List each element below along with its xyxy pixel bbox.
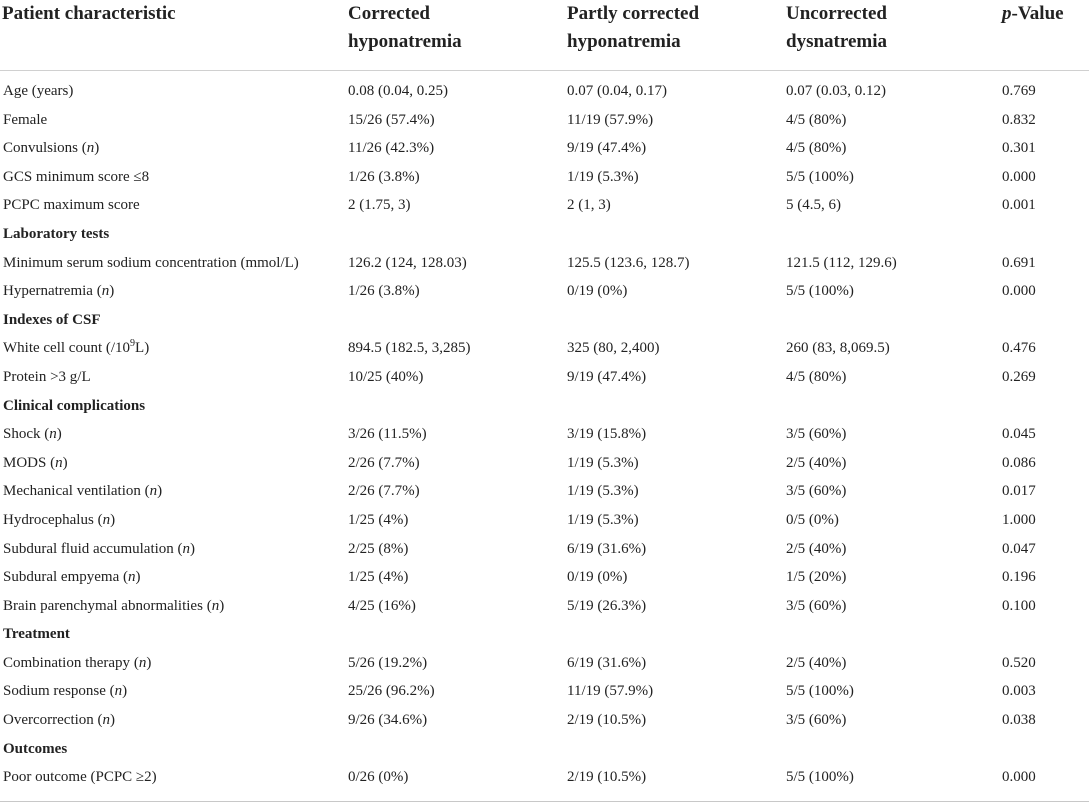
- row-label: [0, 191, 345, 220]
- p-value-cell: 0.100: [1002, 597, 1036, 614]
- value-cell-c1: 1/26 (3.8%): [348, 168, 420, 185]
- p-value-cell: 0.086: [1002, 454, 1036, 471]
- header-col2-line1: Partly corrected: [567, 3, 700, 24]
- p-value-cell: 0.520: [1002, 654, 1036, 671]
- p-value-cell: 0.045: [1002, 426, 1036, 443]
- row-label-pre: White cell count (/10: [3, 340, 131, 357]
- row-label: Hydrocephalus (n): [3, 511, 116, 528]
- table-row: [0, 649, 1089, 678]
- value-cell-c1: 15/26 (57.4%): [348, 111, 435, 128]
- value-cell-c1: 5/26 (19.2%): [348, 654, 428, 671]
- value-cell-c2: 1/19 (5.3%): [567, 483, 639, 500]
- row-label-text: Subdural empyema: [3, 569, 120, 586]
- value-cell-c3: 5/5 (100%): [786, 769, 854, 786]
- row-label: Sodium response (n): [3, 683, 128, 700]
- n-symbol: n: [211, 597, 220, 614]
- p-value-cell: 0.196: [1002, 569, 1036, 586]
- row-label: [0, 163, 345, 192]
- value-cell-c2: 1/19 (5.3%): [567, 454, 639, 471]
- table-row: [0, 249, 1089, 278]
- table-row: [0, 677, 1089, 706]
- row-label-sup: 9: [130, 338, 136, 350]
- p-value-cell: 0.000: [1002, 168, 1036, 185]
- row-label: [0, 363, 345, 392]
- row-label: Shock (n): [3, 426, 62, 443]
- value-cell-c1: 11/26 (42.3%): [348, 140, 435, 157]
- section-row: [0, 392, 1089, 421]
- section-row: [0, 220, 1089, 249]
- row-label-text: PCPC maximum score: [3, 197, 140, 214]
- p-value-cell: 0.001: [1002, 197, 1036, 214]
- table-row: [0, 477, 1089, 506]
- value-cell-c2: 2/19 (10.5%): [567, 712, 647, 729]
- value-cell-c2: 3/19 (15.8%): [567, 426, 647, 443]
- value-cell-c2: 0/19 (0%): [567, 569, 628, 586]
- row-label: [0, 334, 345, 363]
- value-cell-c1: 0.08 (0.04, 0.25): [348, 83, 448, 99]
- table-row: [0, 449, 1089, 478]
- table-row: [0, 77, 1089, 106]
- row-label-text: Minimum serum sodium concentration (mmol/L): [3, 254, 299, 271]
- p-value-cell: 0.691: [1002, 254, 1036, 271]
- value-cell-c3: 1/5 (20%): [786, 569, 847, 586]
- value-cell-c1: 9/26 (34.6%): [348, 712, 428, 729]
- header-patient-characteristic: [0, 0, 345, 71]
- value-cell-c3: 2/5 (40%): [786, 454, 847, 471]
- section-label: Treatment: [3, 626, 70, 643]
- value-cell-c3: 4/5 (80%): [786, 111, 847, 128]
- row-label-text: Age (years): [3, 83, 74, 99]
- value-cell-c3: 121.5 (112, 129.6): [786, 254, 897, 271]
- bottom-rule: [0, 801, 1089, 802]
- section-row: [0, 306, 1089, 335]
- p-value-cell: 0.047: [1002, 540, 1036, 557]
- row-label: [0, 763, 345, 792]
- header-col2-line2: hyponatremia: [567, 31, 681, 52]
- header-p-italic: p: [1002, 3, 1012, 24]
- table-row: [0, 535, 1089, 564]
- header-col1-line1: Corrected: [348, 3, 430, 24]
- value-cell-c1: 10/25 (40%): [348, 368, 424, 385]
- row-label: Mechanical ventilation (n): [3, 483, 163, 500]
- value-cell-c2: 6/19 (31.6%): [567, 654, 647, 671]
- table-row: [0, 563, 1089, 592]
- p-value-cell: 0.769: [1002, 83, 1036, 99]
- row-label-text: GCS minimum score ≤8: [3, 168, 150, 185]
- table-row: [0, 334, 1089, 363]
- header-col1-line2: hyponatremia: [348, 31, 462, 52]
- value-cell-c2: 1/19 (5.3%): [567, 511, 639, 528]
- value-cell-c2: 11/19 (57.9%): [567, 683, 654, 700]
- p-value-cell: 0.017: [1002, 483, 1036, 500]
- row-label-text: Female: [3, 111, 48, 128]
- value-cell-c1: 1/26 (3.8%): [348, 283, 420, 300]
- n-symbol: n: [102, 511, 111, 528]
- value-cell-c1: 2/26 (7.7%): [348, 454, 420, 471]
- row-label-text: Mechanical ventilation: [3, 483, 141, 500]
- value-cell-c1: 2/25 (8%): [348, 540, 409, 557]
- row-label-text: Overcorrection: [3, 712, 94, 729]
- value-cell-c3: 5/5 (100%): [786, 283, 854, 300]
- value-cell-c3: 0.07 (0.03, 0.12): [786, 83, 886, 99]
- value-cell-c3: 3/5 (60%): [786, 712, 847, 729]
- value-cell-c3: 2/5 (40%): [786, 654, 847, 671]
- table-header: [0, 0, 1089, 71]
- row-label: Hypernatremia (n): [3, 283, 115, 300]
- row-label: Brain parenchymal abnormalities (n): [3, 597, 225, 614]
- header-p-suffix: -Value: [1011, 3, 1064, 24]
- value-cell-c3: 3/5 (60%): [786, 597, 847, 614]
- value-cell-c3: 3/5 (60%): [786, 426, 847, 443]
- n-symbol: n: [86, 140, 95, 157]
- n-symbol: n: [127, 569, 136, 586]
- row-label: Convulsions (n): [3, 140, 100, 157]
- value-cell-c1: 126.2 (124, 128.03): [348, 254, 467, 271]
- header-col3-line2: dysnatremia: [786, 31, 887, 52]
- n-symbol: n: [114, 683, 123, 700]
- value-cell-c3: 260 (83, 8,069.5): [786, 340, 890, 357]
- n-symbol: n: [101, 283, 110, 300]
- row-label-text: Shock: [3, 426, 41, 443]
- row-label-post: L): [135, 340, 150, 357]
- row-label-text: Poor outcome (PCPC ≥2): [3, 769, 157, 786]
- n-symbol: n: [49, 426, 57, 443]
- value-cell-c1: 1/25 (4%): [348, 569, 409, 586]
- table-row: [0, 191, 1089, 220]
- row-label-text: Convulsions: [3, 140, 79, 157]
- table-row: [0, 420, 1089, 449]
- value-cell-c2: 11/19 (57.9%): [567, 111, 654, 128]
- value-cell-c3: 4/5 (80%): [786, 140, 847, 157]
- row-label-text: Sodium response: [3, 683, 106, 700]
- value-cell-c2: 125.5 (123.6, 128.7): [567, 254, 690, 271]
- value-cell-c2: 6/19 (31.6%): [567, 540, 647, 557]
- value-cell-c2: 1/19 (5.3%): [567, 168, 639, 185]
- table-row: [0, 163, 1089, 192]
- table-row: [0, 363, 1089, 392]
- p-value-cell: 0.269: [1002, 368, 1036, 385]
- row-label: Subdural fluid accumulation (n): [3, 540, 196, 557]
- value-cell-c2: 325 (80, 2,400): [567, 340, 660, 357]
- header-col3-line1: Uncorrected: [786, 3, 887, 24]
- value-cell-c2: 0.07 (0.04, 0.17): [567, 83, 667, 99]
- table-row: [0, 106, 1089, 135]
- row-label-text: Subdural fluid accumulation: [3, 540, 174, 557]
- section-label: Laboratory tests: [3, 225, 110, 242]
- value-cell-c2: 0/19 (0%): [567, 283, 628, 300]
- header-partly-corrected-hyponatremia: [564, 0, 783, 71]
- row-label: [0, 249, 345, 278]
- table-row: [0, 706, 1089, 735]
- section-row: [0, 620, 1089, 649]
- row-label: Combination therapy (n): [3, 654, 152, 671]
- n-symbol: n: [138, 654, 147, 671]
- p-value-cell: 0.301: [1002, 140, 1036, 157]
- n-symbol: n: [182, 540, 191, 557]
- row-label-text: Hydrocephalus: [3, 511, 94, 528]
- section-label: Indexes of CSF: [3, 311, 101, 328]
- value-cell-c1: 0/26 (0%): [348, 769, 409, 786]
- header-corrected-hyponatremia: [345, 0, 564, 71]
- value-cell-c1: 2 (1.75, 3): [348, 197, 411, 214]
- value-cell-c3: 5/5 (100%): [786, 168, 854, 185]
- row-label-text: Protein >3 g/L: [3, 368, 91, 385]
- value-cell-c3: 5/5 (100%): [786, 683, 854, 700]
- value-cell-c1: 1/25 (4%): [348, 511, 409, 528]
- table-row: [0, 277, 1089, 306]
- header-uncorrected-dysnatremia: [783, 0, 999, 71]
- n-symbol: n: [55, 454, 63, 471]
- header-col0-text: Patient characteristic: [2, 3, 176, 24]
- p-value-cell: 0.476: [1002, 340, 1036, 357]
- value-cell-c2: 9/19 (47.4%): [567, 140, 647, 157]
- value-cell-c2: 9/19 (47.4%): [567, 368, 647, 385]
- p-value-cell: 0.038: [1002, 712, 1036, 729]
- row-label: Subdural empyema (n): [3, 569, 141, 586]
- row-label: Overcorrection (n): [3, 712, 116, 729]
- section-row: [0, 735, 1089, 764]
- value-cell-c2: 2/19 (10.5%): [567, 769, 647, 786]
- n-symbol: n: [102, 712, 111, 729]
- value-cell-c1: 2/26 (7.7%): [348, 483, 420, 500]
- row-label-text: Combination therapy: [3, 654, 131, 671]
- value-cell-c1: 4/25 (16%): [348, 597, 416, 614]
- p-value-cell: 1.000: [1002, 511, 1036, 528]
- row-label: [0, 77, 345, 106]
- value-cell-c2: 5/19 (26.3%): [567, 597, 647, 614]
- p-value-cell: 0.003: [1002, 683, 1036, 700]
- header-row: [0, 0, 1089, 71]
- value-cell-c3: 3/5 (60%): [786, 483, 847, 500]
- value-cell-c3: 0/5 (0%): [786, 511, 839, 528]
- p-value-cell: 0.000: [1002, 283, 1036, 300]
- value-cell-c1: 894.5 (182.5, 3,285): [348, 340, 471, 357]
- row-label-text: MODS: [3, 454, 47, 471]
- table-row: [0, 134, 1089, 163]
- value-cell-c3: 2/5 (40%): [786, 540, 847, 557]
- value-cell-c1: 25/26 (96.2%): [348, 683, 435, 700]
- table-body: [0, 71, 1089, 792]
- p-value-cell: 0.000: [1002, 769, 1036, 786]
- table-row: [0, 763, 1089, 792]
- row-label: [0, 106, 345, 135]
- row-label-text: Brain parenchymal abnormalities: [3, 597, 203, 614]
- section-label: Clinical complications: [3, 397, 146, 414]
- value-cell-c3: 5 (4.5, 6): [786, 197, 841, 214]
- row-label: MODS (n): [3, 454, 68, 471]
- row-label-text: Hypernatremia: [3, 283, 93, 300]
- n-symbol: n: [149, 483, 158, 500]
- value-cell-c2: 2 (1, 3): [567, 197, 611, 214]
- value-cell-c3: 4/5 (80%): [786, 368, 847, 385]
- section-label: Outcomes: [3, 740, 68, 757]
- p-value-cell: 0.832: [1002, 111, 1036, 128]
- value-cell-c1: 3/26 (11.5%): [348, 426, 427, 443]
- table-row: [0, 506, 1089, 535]
- header-p-value: [999, 0, 1089, 71]
- table-row: [0, 592, 1089, 621]
